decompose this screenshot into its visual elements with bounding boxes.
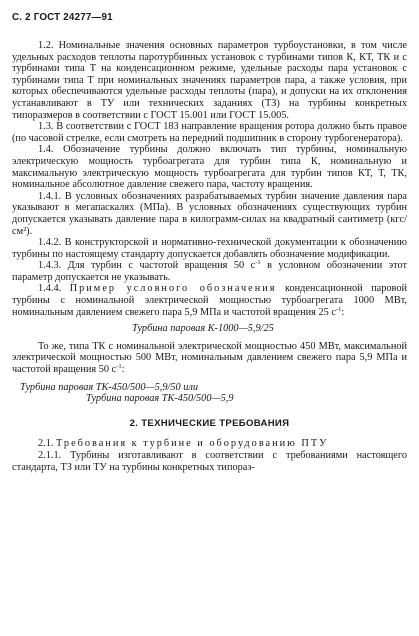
paragraph-2-1-number: 2.1. <box>38 438 57 450</box>
designation-example-1: Турбина паровая К-1000—5,9/25 <box>132 323 274 335</box>
paragraph-same-tk-text: То же, типа ТК с номинальной электрической мощностью 450 МВт, максимальной электрической мощностью 500 МВт, номинальным давлением свежего пара 5,9 МПа и частотой вращения 50 с <box>12 340 407 376</box>
document-body <box>12 40 407 473</box>
paragraph-1-4-4-number: 1.4.4. <box>38 283 70 295</box>
paragraph-2-1-heading: Требования к турбине и оборудованию ПТУ <box>56 438 329 450</box>
paragraph-1-4-3-text: 1.4.3. Для турбин с частотой вращения 50 с <box>38 260 256 272</box>
designation-example-2-line-1: Турбина паровая ТК-450/500—5,9/50 или <box>20 381 199 393</box>
paragraph-1-2: 1.2. Номинальные значения основных параметров турбоустановки, в том числе удельных расходов теплоты паротурбинных установок с турбинами типов К, КТ, ТК и с турбинами типа Т на конденсационном режиме, удельные расходы пара установок с турбинами типа Т при номинальных значениях параметров пара, а также условия, при которых обеспечиваются удельные расходы теплоты (пара), и допуски на их отклонения устанавливают в ТУ или технических заданиях (ТЗ) на турбины конкретных типоразмеров в соответствии с ГОСТ 15.001 или ГОСТ 15.005. <box>12 40 407 121</box>
paragraph-2-1 <box>12 438 407 450</box>
page-header: С. 2 ГОСТ 24277—91 <box>12 12 113 23</box>
example-heading: Пример условного обозначения <box>69 283 277 295</box>
superscript: -1 <box>116 363 122 371</box>
superscript: -1 <box>335 305 342 313</box>
paragraph-1-4-4-end: : <box>341 306 345 318</box>
paragraph-same-tk <box>12 341 407 376</box>
paragraph-1-4-2: 1.4.2. В конструкторской и нормативно-технической документации к обозначению турбины по настоящему стандарту допускается добавлять обозначение модификации. <box>12 237 407 260</box>
section-title: 2. ТЕХНИЧЕСКИЕ ТРЕБОВАНИЯ <box>129 417 290 429</box>
paragraph-1-3: 1.3. В соответствии с ГОСТ 183 направление вращения ротора должно быть правое (по часовой стрелке, если смотреть на передний подшипник в сторону турбогенератора). <box>12 121 407 144</box>
superscript: -1 <box>255 259 261 267</box>
paragraph-1-4-4-text: конденсационной паровой турбины с номинальной электрической мощностью турбоагрегата 1000 МВт, номинальным давлением свежего пара 5,9 МПа и частотой вращения 25 с <box>12 283 407 318</box>
paragraph-1-4-1: 1.4.1. В условных обозначениях разрабатываемых турбин значение давления пара указывают в мегапаскалях (МПа). В условных обозначениях существующих турбин допускается указывать давление пара в килограмм-силах на квадратный сантиметр (кгс/см²). <box>12 190 407 237</box>
designation-example-2-line-2: Турбина паровая ТК-450/500—5,9 <box>86 393 234 405</box>
paragraph-1-4-3 <box>12 260 407 283</box>
paragraph-1-4-3-text-end: в условном обозначении этот параметр допускается не указывать. <box>12 260 407 283</box>
designation-example-2 <box>12 382 407 405</box>
paragraph-1-4: 1.4. Обозначение турбины должно включать тип турбины, номинальную электрическую мощность турбоагрегата для турбин типа К, номинальную и максимальную электрическую мощность турбоагрегата для турбин типов КТ, Т, ТК, номинальное абсолютное давление свежего пара, частоту вращения. <box>12 144 407 191</box>
paragraph-2-1-1: 2.1.1. Турбины изготавливают в соответствии с требованиями настоящего стандарта, ТЗ или ТУ на турбины конкретных типораз- <box>12 450 407 473</box>
paragraph-same-tk-end: : <box>121 364 125 376</box>
paragraph-1-4-4 <box>12 283 407 318</box>
